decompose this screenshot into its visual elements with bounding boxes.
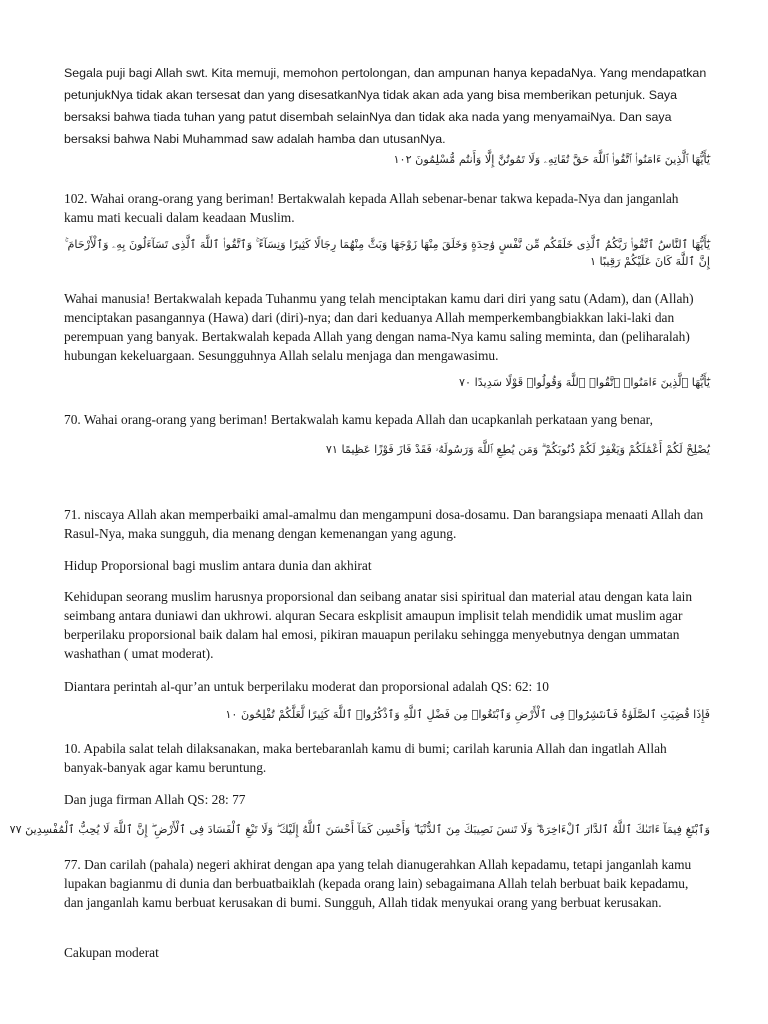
- verse-102-translation: 102. Wahai orang-orang yang beriman! Bertakwalah kepada Allah sebenar-benar takwa kepada-Nya dan janganlah kamu mati kecuali dalam keadaan Muslim.: [64, 191, 679, 225]
- verse-10-arabic: فَإِذَا قُضِيَتِ ٱلصَّلَوٰةُ فَٱنتَشِرُوا۟ فِى ٱلْأَرْضِ وَٱبْتَغُوا۟ مِن فَضْلِ ٱللَّهِ وَٱذْكُرُوا۟ ٱللَّهَ كَثِيرًا لَّعَلَّكُمْ تُفْلِحُونَ ١٠: [225, 708, 710, 721]
- paragraph-proporsional: Kehidupan seorang muslim harusnya proporsional dan seibang anatar sisi spiritual dan material atau dengan kata lain seimbang antara duniawi dan ukhrowi. alquran Secara eskplisit amaupun implisit telah mendidik umat muslim agar berperilaku proporsional baik dalam hal emosi, pikiran mauapun perilaku sehingga menyebutnya dengan ummatan washathan ( umat moderat).: [64, 589, 693, 661]
- heading-proporsional: Hidup Proporsional bagi muslim antara dunia dan akhirat: [64, 558, 372, 573]
- verse-71-arabic: يُصْلِحْ لَكُمْ أَعْمَٰلَكُمْ وَيَغْفِرْ لَكُمْ ذُنُوبَكُمْ ۗ وَمَن يُطِعِ ٱللَّهَ وَرَسُولَهُۥ فَقَدْ فَازَ فَوْزًا عَظِيمًا ٧١: [325, 443, 710, 456]
- verse-77-translation: 77. Dan carilah (pahala) negeri akhirat dengan apa yang telah dianugerahkan Allah kepadamu, tetapi janganlah kamu lupakan bagianmu di dunia dan berbuatbaiklah (kepada orang lain) sebagaimana Allah telah berbuat baik kepadamu, dan janganlah kamu berbuat kerusakan di bumi. Sungguh, Allah tidak menyukai orang yang berbuat kerusakan.: [64, 857, 692, 910]
- opening-paragraph: Segala puji bagi Allah swt. Kita memuji, memohon pertolongan, dan ampunan hanya kepadaNya. Yang mendapatkan petunjukNya tidak akan tersesat dan yang disesatkanNya tidak akan ada yang bisa memberikan petunjuk. Saya bersaksi bahwa tiada tuhan yang patut disembah selainNya dan tidak aka nada yang menyamaiNya. Dan saya bersaksi bahwa Nabi Muhammad saw adalah hamba dan utusanNya.: [64, 66, 707, 146]
- verse-71-translation: 71. niscaya Allah akan memperbaiki amal-amalmu dan mengampuni dosa-dosamu. Dan barangsiapa menaati Allah dan Rasul-Nya, maka sungguh, dia menang dengan kemenangan yang agung.: [64, 507, 704, 541]
- verse-10-translation: 10. Apabila salat telah dilaksanakan, maka bertebaranlah kamu di bumi; carilah karunia Allah dan ingatlah Allah banyak-banyak agar kamu beruntung.: [64, 741, 667, 775]
- verse-77-arabic: وَٱبْتَغِ فِيمَآ ءَاتَىٰكَ ٱللَّهُ ٱلدَّارَ ٱلْءَاخِرَةَ ۖ وَلَا تَنسَ نَصِيبَكَ مِنَ ٱلدُّنْيَا ۖ وَأَحْسِن كَمَآ أَحْسَنَ ٱللَّهُ إِلَيْكَ ۖ وَلَا تَبْغِ ٱلْفَسَادَ فِى ٱلْأَرْضِ ۖ إِنَّ ٱللَّهَ لَا يُحِبُّ ٱلْمُفْسِدِينَ ٧٧: [9, 823, 710, 836]
- heading-cakupan: Cakupan moderat: [64, 945, 159, 960]
- intro-qs-62-10: Diantara perintah al-qur’an untuk berperilaku moderat dan proporsional adalah QS: 62: 10: [64, 679, 550, 694]
- intro-qs-28-77: Dan juga firman Allah QS: 28: 77: [64, 792, 246, 807]
- verse-1-translation: Wahai manusia! Bertakwalah kepada Tuhanmu yang telah menciptakan kamu dari diri yang satu (Adam), dan (Allah) menciptakan pasangannya (Hawa) dari (diri)-nya; dan dari keduanya Allah memperkembangbiakkan laki-laki dan perempuan yang banyak. Bertakwalah kepada Allah yang dengan nama-Nya kamu saling meminta, dan (peliharalah) hubungan kekeluargaan. Sesungguhnya Allah selalu menjaga dan mengawasimu.: [64, 291, 694, 363]
- verse-70-arabic: يَٰٓأَيُّهَا ٱلَّذِينَ ءَامَنُوا۟ ٱتَّقُوا۟ ٱللَّهَ وَقُولُوا۟ قَوْلًا سَدِيدًا ٧٠: [459, 376, 710, 389]
- verse-102-arabic: يَٰٓأَيُّهَا ٱلَّذِينَ ءَامَنُوا۟ ٱتَّقُوا۟ ٱللَّهَ حَقَّ تُقَاتِهِۦ وَلَا تَمُوتُنَّ إِلَّا وَأَنتُم مُّسْلِمُونَ ١٠٢: [393, 153, 710, 166]
- verse-70-translation: 70. Wahai orang-orang yang beriman! Bertakwalah kamu kepada Allah dan ucapkanlah perkataan yang benar,: [64, 412, 653, 427]
- verse-1-arabic: يَٰٓأَيُّهَا ٱلنَّاسُ ٱتَّقُوا۟ رَبَّكُمُ ٱلَّذِى خَلَقَكُم مِّن نَّفْسٍ وَٰحِدَةٍ وَخَلَقَ مِنْهَا زَوْجَهَا وَبَثَّ مِنْهُمَا رِجَالًا كَثِيرًا وَنِسَآءً ۚ وَٱتَّقُوا۟ ٱللَّهَ ٱلَّذِى تَسَآءَلُونَ بِهِۦ وَٱلْأَرْحَامَ ۚ إِنَّ ٱللَّهَ كَانَ عَلَيْكُمْ رَقِيبًا ١: [64, 238, 710, 268]
